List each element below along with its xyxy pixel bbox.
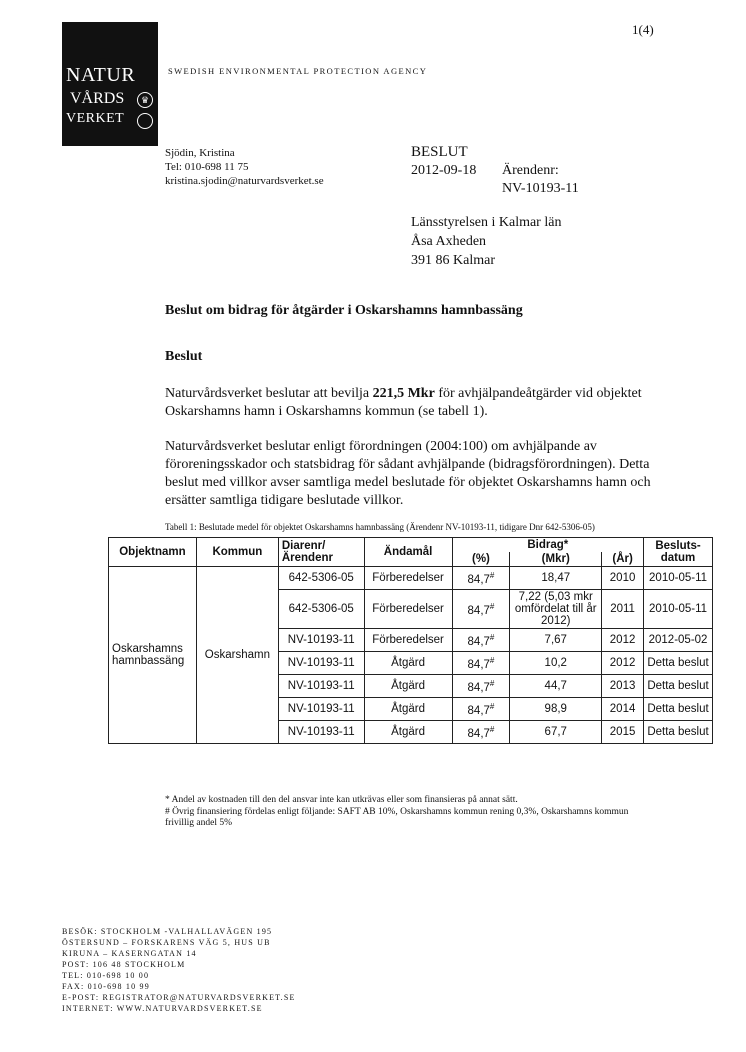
cell-pct: 84,7# [452,675,510,698]
page-number: 1(4) [632,22,654,37]
footer-line: FAX: 010-698 10 99 [62,982,150,991]
cell-andamal: Åtgärd [364,675,452,698]
cell-mkr: 44,7 [510,675,602,698]
cell-datum: Detta beslut [644,721,713,744]
cell-datum: Detta beslut [644,652,713,675]
recipient-person: Åsa Axheden [411,234,487,249]
cell-objektnamn: Oskarshamns hamnbassäng [109,567,197,744]
document-title: Beslut om bidrag för åtgärder i Oskarshamns hamnbassäng [165,303,523,318]
col-beslutsdatum: Besluts-datum [644,538,713,567]
sender-block [165,146,324,188]
contact-footer [62,926,296,1014]
cell-datum: 2010-05-11 [644,567,713,590]
agency-logo [62,22,158,146]
cell-mkr: 10,2 [510,652,602,675]
cell-andamal: Åtgärd [364,721,452,744]
col-mkr: (Mkr) [510,552,602,567]
case-number-label: Ärendenr: [502,163,559,178]
cell-ar: 2013 [602,675,644,698]
grant-table [108,537,713,744]
cell-mkr: 67,7 [510,721,602,744]
footer-line: E-POST: REGISTRATOR@NATURVARDSVERKET.SE [62,993,296,1002]
footer-line: ÖSTERSUND – FORSKARENS VÄG 5, HUS UB [62,938,271,947]
cell-datum: Detta beslut [644,698,713,721]
cell-pct: 84,7# [452,652,510,675]
table-row [109,567,713,590]
col-bidrag: Bidrag* [452,538,644,553]
col-ar: (År) [602,552,644,567]
cell-ar: 2012 [602,629,644,652]
col-pct: (%) [452,552,510,567]
recipient-org: Länsstyrelsen i Kalmar län [411,215,562,230]
table-caption: Tabell 1: Beslutade medel för objektet Oskarshamns hamnbassäng (Ärendenr NV-10193-11, tidigare Dnr 642-5306-05) [165,522,595,532]
col-objektnamn: Objektnamn [109,538,197,567]
col-diarienr: Diarenr/ Ärendenr [278,538,364,567]
decision-text-end: för avhjälpandeåtgärder vid objektet Oskarshamns hamn i Oskarshamns kommun (se tabell 1). [165,386,642,419]
col-andamal: Ändamål [364,538,452,567]
cell-datum: 2010-05-11 [644,590,713,629]
footer-line: INTERNET: WWW.NATURVARDSVERKET.SE [62,1004,263,1013]
document-type: BESLUT [411,144,468,160]
cell-andamal: Förberedelser [364,590,452,629]
cell-andamal: Förberedelser [364,629,452,652]
cell-mkr: 7,22 (5,03 mkr omfördelat till år 2012) [510,590,602,629]
cell-kommun: Oskarshamn [196,567,278,744]
cell-nr: NV-10193-11 [278,629,364,652]
decision-text-start: Naturvårdsverket beslutar att bevilja [165,386,373,401]
cell-ar: 2015 [602,721,644,744]
sender-email: kristina.sjodin@naturvardsverket.se [165,175,324,187]
cell-pct: 84,7# [452,698,510,721]
cell-ar: 2014 [602,698,644,721]
cell-nr: NV-10193-11 [278,698,364,721]
section-heading: Beslut [165,349,203,364]
cell-andamal: Åtgärd [364,698,452,721]
cell-andamal: Åtgärd [364,652,452,675]
cell-datum: 2012-05-02 [644,629,713,652]
case-number: NV-10193-11 [502,181,579,196]
sender-name: Sjödin, Kristina [165,147,235,159]
cell-datum: Detta beslut [644,675,713,698]
cell-nr: 642-5306-05 [278,590,364,629]
agency-name: SWEDISH ENVIRONMENTAL PROTECTION AGENCY [168,66,428,76]
cell-mkr: 18,47 [510,567,602,590]
footnote-financing: # Övrig finansiering fördelas enligt följande: SAFT AB 10%, Oskarshamns kommun rening 0,3%, Oskarshamns kommun frivillig andel 5% [165,807,629,828]
cell-nr: NV-10193-11 [278,652,364,675]
logo-line-3: VERKET [66,111,125,126]
document-date: 2012-09-18 [411,163,477,178]
cell-ar: 2010 [602,567,644,590]
decision-amount: 221,5 Mkr [372,386,435,401]
cell-andamal: Förberedelser [364,567,452,590]
cell-pct: 84,7# [452,590,510,629]
sender-tel: Tel: 010-698 11 75 [165,161,249,173]
logo-line-2: VÅRDS [70,90,125,107]
decision-paragraph [165,385,665,421]
cell-mkr: 98,9 [510,698,602,721]
footer-line: KIRUNA – KASERNGATAN 14 [62,949,197,958]
cell-pct: 84,7# [452,567,510,590]
footer-line: POST: 106 48 STOCKHOLM [62,960,186,969]
cell-mkr: 7,67 [510,629,602,652]
cell-pct: 84,7# [452,721,510,744]
logo-line-1: NATUR [66,64,136,86]
cell-nr: NV-10193-11 [278,675,364,698]
wave-emblem-icon [137,113,153,129]
cell-ar: 2011 [602,590,644,629]
regulation-paragraph: Naturvårdsverket beslutar enligt förordningen (2004:100) om avhjälpande av föroreningsskador och statsbidrag för sådant avhjälpande (bidragsförordningen). Detta beslut med villkor avser samtliga medel beslutade för objektet Oskarshamns hamn och ersätter samtliga tidigare beslutade villkor. [165,439,651,508]
col-kommun: Kommun [196,538,278,567]
recipient-address: 391 86 Kalmar [411,253,495,268]
footer-line: BESÖK: STOCKHOLM -VALHALLAVÄGEN 195 [62,927,273,936]
footer-line: TEL: 010-698 10 00 [62,971,150,980]
cell-nr: NV-10193-11 [278,721,364,744]
crown-emblem-icon: ♛ [137,92,153,108]
footnote-share: * Andel av kostnaden till den del ansvar inte kan utkrävas eller som finansieras på annat sätt. [165,795,518,805]
cell-nr: 642-5306-05 [278,567,364,590]
cell-pct: 84,7# [452,629,510,652]
recipient-block [411,213,561,270]
cell-ar: 2012 [602,652,644,675]
